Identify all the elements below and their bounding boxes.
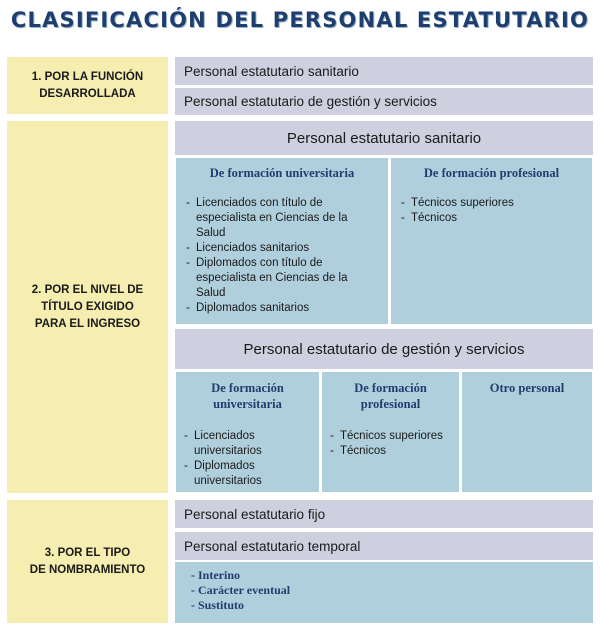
box-title: De formación universitaria: [209, 166, 355, 180]
gestion-profesional-box: [321, 371, 460, 493]
box-title-line: profesional: [360, 397, 421, 411]
box-title-line: De formación: [354, 381, 427, 395]
list-item: - Licenciados universitarios: [184, 429, 311, 459]
box-title: [330, 380, 451, 412]
gestion-universitaria-list: [184, 429, 311, 489]
box-title: [184, 380, 311, 412]
list-item: - Técnicos superiores: [330, 429, 451, 444]
section-3-label-line: 3. POR EL TIPO: [44, 546, 131, 559]
section-1-label-line: 1. POR LA FUNCIÓN: [31, 70, 144, 83]
list-item: - Técnicos superiores: [401, 196, 582, 211]
box-title: De formación profesional: [423, 166, 560, 180]
function-gestion-row: Personal estatutario de gestión y servicios: [175, 88, 593, 115]
temporal-row: Personal estatutario temporal: [175, 532, 593, 560]
gestion-otro-box: [461, 371, 593, 493]
list-item: - Diplomados con título de especialista en Ciencias de la Salud: [186, 256, 378, 301]
box-title-line: De formación: [211, 381, 284, 395]
box-title: Otro personal: [489, 381, 565, 395]
list-item: - Interino: [191, 568, 593, 583]
sanitario-universitaria-box: [175, 157, 389, 325]
gestion-profesional-list: [330, 429, 451, 459]
list-item: - Diplomados universitarios: [184, 459, 311, 489]
box-title-line: universitaria: [213, 397, 282, 411]
section-1-label-line: DESARROLLADA: [39, 87, 136, 100]
list-item: - Licenciados sanitarios: [186, 241, 378, 256]
list-item: - Técnicos: [330, 444, 451, 459]
section-3-label-line: DE NOMBRAMIENTO: [29, 563, 146, 576]
list-item: - Diplomados sanitarios: [186, 301, 378, 316]
sanitario-profesional-list: [401, 196, 582, 226]
list-item: - Sustituto: [191, 598, 593, 613]
gestion-header: Personal estatutario de gestión y servicios: [175, 329, 593, 369]
section-2-label: [7, 121, 168, 493]
section-3-label: [7, 500, 168, 623]
list-item: - Carácter eventual: [191, 583, 593, 598]
section-2-label-line: 2. POR EL NIVEL DE: [31, 283, 144, 296]
temporal-types-box: [175, 562, 593, 623]
function-sanitario-row: Personal estatutario sanitario: [175, 57, 593, 85]
sanitario-profesional-box: [390, 157, 593, 325]
list-item: - Licenciados con título de especialista en Ciencias de la Salud: [186, 196, 378, 241]
section-2-label-line: TÍTULO EXIGIDO: [41, 300, 134, 313]
section-2-label-line: PARA EL INGRESO: [34, 317, 141, 330]
sanitario-header: Personal estatutario sanitario: [175, 121, 593, 155]
temporal-types-list: [191, 568, 593, 613]
page-title: CLASIFICACIÓN DEL PERSONAL ESTATUTARIO: [10, 8, 590, 32]
sanitario-universitaria-list: [186, 196, 378, 316]
list-item: - Técnicos: [401, 211, 582, 226]
fijo-row: Personal estatutario fijo: [175, 500, 593, 528]
gestion-universitaria-box: [175, 371, 320, 493]
section-1-label: [7, 57, 168, 114]
